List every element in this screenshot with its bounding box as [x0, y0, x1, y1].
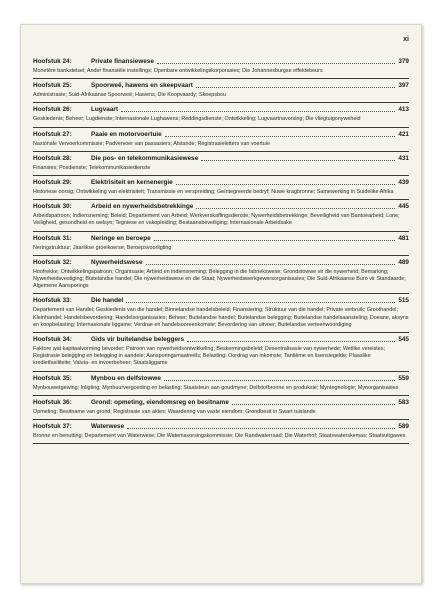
toc-entry-heading [33, 333, 409, 344]
chapter-page-number: 559 [398, 374, 409, 382]
chapter-label: Hoofstuk 37: [33, 423, 72, 431]
chapter-title: Mynbou en delfstowwe [91, 374, 161, 382]
chapter-title: Die pos- en telekommunikasiewese [91, 154, 199, 162]
chapter-label: Hoofstuk 24: [33, 58, 72, 65]
toc-entry [33, 103, 409, 127]
chapter-title: Neringe en beroepe [91, 234, 151, 242]
chapter-page-number: 515 [398, 297, 409, 305]
chapter-title: Gids vir buitelandse beleggers [91, 336, 185, 344]
toc-entry [33, 333, 409, 372]
toc-entry-heading [33, 176, 409, 187]
chapter-title: Lugvaart [91, 106, 118, 114]
table-of-contents [33, 55, 409, 444]
toc-entry [33, 420, 409, 444]
dot-leader [176, 184, 396, 185]
toc-entry-heading [33, 55, 409, 66]
toc-entry-heading [33, 294, 409, 305]
dot-leader [196, 208, 395, 209]
dot-leader [146, 264, 396, 265]
chapter-label: Hoofstuk 25: [33, 82, 72, 90]
dot-leader [157, 63, 395, 64]
dot-leader [232, 404, 396, 405]
chapter-page-number: 413 [398, 106, 409, 114]
chapter-label: Hoofstuk 31: [33, 234, 72, 242]
toc-entry-heading [33, 79, 409, 90]
chapter-description: Nasionale Vervoerkommissie; Padvervoer van passasiers; Afstande; Registrasieletters van voertuie [33, 140, 271, 147]
page-number: xi [403, 36, 409, 43]
chapter-label: Hoofstuk 36: [33, 398, 72, 406]
toc-entry [33, 152, 409, 176]
toc-entry [33, 294, 409, 333]
chapter-page-number: 397 [398, 82, 409, 90]
chapter-page-number: 589 [398, 423, 409, 431]
chapter-description: Historiese oorsig; Ontwikkeling van elektrisiteit; Transmissie en verspreiding; Geïntegreerde bedryf; Nuwe kragbronne; Samewerking in Suidelike Afrika [33, 189, 394, 196]
chapter-title: Arbeid en nywerheidsbetrekkinge [91, 203, 194, 211]
chapter-description: Administrasie; Suid-Afrikaanse Spoorweë; Hawens; Die Koopvaardy; Skeepsbou [33, 92, 226, 99]
chapter-description: Geskiedenis; Beheer; Lugdienste; Internasionale Lughawens; Reddingsdienste; Ontwikkeling; Lugvaartnavorsing; Die vliegtuigonyweheid [33, 116, 361, 123]
chapter-label: Hoofstuk 27: [33, 130, 72, 138]
chapter-label: Hoofstuk 26: [33, 106, 72, 114]
chapter-page-number: 445 [398, 203, 409, 211]
toc-entry-heading [33, 200, 409, 211]
chapter-description: Monetêre bankstelsel; Ander finansiële instellings; Openbare ontwikkelingskorporasies; Die Johannesburgse effektebeurs [33, 68, 323, 74]
chapter-page-number: 379 [398, 58, 409, 65]
chapter-title: Paaie en motorvoertuie [91, 130, 162, 138]
chapter-description: Departement van Handel; Geskiedenis van die handel; Binnelandse handelsbeleid; Finansiering; Struktuur van die handel; Private verbruik; Groothandel; Kleinhandel; Handelsbevordering; Handelsorganisasies; Beheer; Buitelandse handel; Buitelandse belegging; Buitelandse handelsaansteling; Doeane, aksyns en koopbelasting; Internasionale liggame; Verdrae en handelsooreenkomste; Bevordering van uitvoer; Buitelandse verteenwoordiging [33, 307, 409, 328]
dot-leader [187, 341, 395, 342]
chapter-title: Elektrisiteit en kernenergie [91, 179, 173, 187]
chapter-page-number: 545 [398, 336, 409, 344]
chapter-page-number: 431 [398, 154, 409, 162]
toc-entry [33, 396, 409, 420]
chapter-page-number: 421 [398, 130, 409, 138]
dot-leader [126, 302, 395, 303]
chapter-page-number: 489 [398, 258, 409, 266]
chapter-label: Hoofstuk 35: [33, 374, 72, 382]
toc-entry [33, 176, 409, 200]
chapter-title: Nywerheidswese [91, 258, 143, 266]
chapter-page-number: 583 [398, 398, 409, 406]
chapter-label: Hoofstuk 30: [33, 203, 72, 211]
dot-leader [201, 160, 395, 161]
toc-entry [33, 128, 409, 152]
chapter-label: Hoofstuk 32: [33, 258, 72, 266]
toc-entry [33, 79, 409, 103]
toc-entry [33, 55, 409, 79]
chapter-description: Opmeting; Besitname van grond; Registrasie van aktes; Waardering van vaste eiendom; Grondbesit in Swart tuislande [33, 408, 316, 415]
chapter-label: Hoofstuk 33: [33, 297, 72, 305]
chapter-title: Grond: opmeting, eiendomsreg en besitname [91, 398, 229, 406]
chapter-page-number: 481 [398, 234, 409, 242]
chapter-page-number: 439 [398, 179, 409, 187]
toc-entry-heading [33, 396, 409, 407]
dot-leader [165, 136, 396, 137]
toc-entry-heading [33, 256, 409, 267]
dot-leader [164, 380, 395, 381]
toc-entry-heading [33, 420, 409, 431]
chapter-title: Waterwese [91, 423, 125, 431]
dot-leader [127, 428, 395, 429]
chapter-description: Finansies; Posdienste; Telekommunikasiedienste [33, 164, 151, 171]
toc-entry-heading [33, 128, 409, 139]
dot-leader [121, 111, 395, 112]
chapter-description: Mynbouwetgewing; Inligting; Mynhuurvergoeding en belasting; Staatsteun aan goudmyne; Delfstofbronne en produksie; Myntegnologie; Mynorganisasies [33, 384, 399, 391]
chapter-label: Hoofstuk 34: [33, 336, 72, 344]
chapter-description: Hoofrekke; Ontwikkelingspatroon; Organisasie; Arbeid en indiensneming; Belegging in die fabriekswese; Grondstowwe vir die nywerheid; Bemarking; Nywerheidsvestiging; Buitelandse handel; Die nywerheidswese en die Staat; Nywerheidswerkgewersorganisasies; Die Suid-Afrikaanse Buro vir Standaarde; Algemene Aansporings [33, 268, 406, 290]
chapter-description: Arbeidspatroon; Indiensneming; Beleid; Departement van Arbeid; Werkverskaffingsdienste; Nywerheidsbetrekkinge; Beveiligheid van Bantoearbeid; Lone; Veiligheid, gesondheid en welsyn; Tegniese en vakopleiding; Bestaansbeveiliging; Internasionale Arbeidsake [33, 213, 400, 227]
toc-entry-heading [33, 232, 409, 243]
chapter-label: Hoofstuk 29: [33, 179, 72, 187]
chapter-description: Neringstruktuur; Jaarlikse groeikoerse; Beroepsvoorligting [33, 244, 172, 251]
dot-leader [196, 87, 395, 88]
chapter-description: Faktore wat kapitaalvorming bevorder; Patroon van nywerheidsontwikkeling; Beskermingsbeleid; Desentralisasie van nywerhede; Wetlike vereistes; Registrasie belegging en belegging in aandele; Aansporingsmaatreëls; Belasting; Oordrag van inkomste; Tantième en lisensiegelde; Plaaslike kredietfasiliteite; Valuta- en invoerbeheer; Staatsliggame [33, 346, 385, 367]
toc-entry-heading [33, 152, 409, 163]
chapter-description: Bronne en benutting; Departement van Waterwese; Die Watemavorsingskommissie; Die Randwaterraad; Die Waterhof; Staatswaterskemas; Staatsuitgawes [33, 433, 406, 440]
toc-entry [33, 200, 409, 231]
toc-entry-heading [33, 103, 409, 114]
toc-entry-heading [33, 372, 409, 383]
chapter-title: Spoorweë, hawens en skeepvaart [91, 82, 193, 90]
toc-entry [33, 232, 409, 256]
toc-entry [33, 256, 409, 295]
book-page [20, 24, 422, 584]
chapter-title: Private finansiewese [91, 58, 154, 65]
chapter-label: Hoofstuk 28: [33, 154, 72, 162]
chapter-title: Die handel [91, 297, 124, 305]
toc-entry [33, 372, 409, 396]
dot-leader [154, 240, 396, 241]
